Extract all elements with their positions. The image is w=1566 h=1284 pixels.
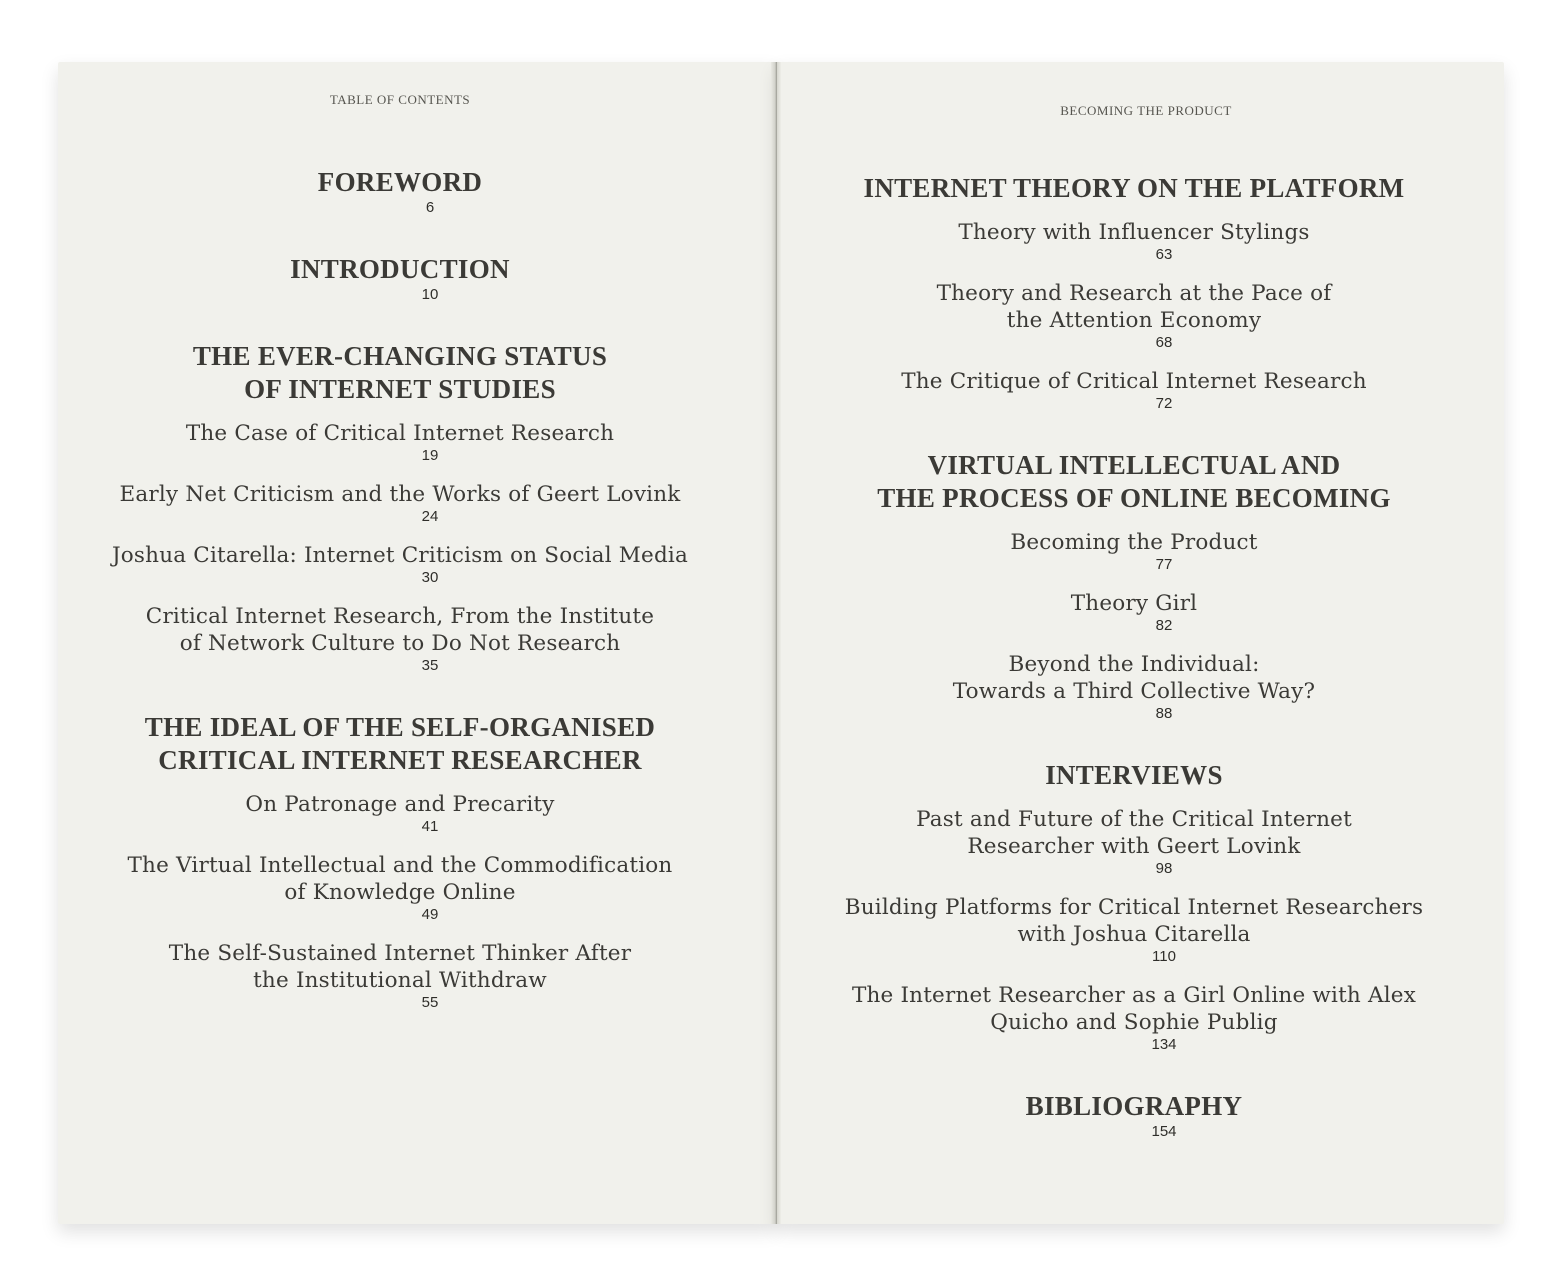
chapter-list	[811, 529, 1457, 723]
part-page-number: 154	[1151, 1123, 1177, 1140]
part-page-number: 6	[425, 199, 435, 216]
chapter-title: Theory Girl	[1070, 591, 1198, 616]
toc-chapter	[811, 894, 1457, 966]
toc-chapter	[811, 280, 1457, 352]
part-title: INTERNET THEORY ON THE PLATFORM	[863, 173, 1405, 203]
toc-chapter	[811, 219, 1457, 264]
toc-part	[811, 449, 1457, 723]
chapter-page-number: 72	[1155, 395, 1173, 412]
toc-chapter	[78, 940, 722, 1012]
part-title: VIRTUAL INTELLECTUAL AND THE PROCESS OF ONLINE BECOMING	[877, 450, 1391, 513]
chapter-title: Early Net Criticism and the Works of Geert Lovink	[119, 482, 681, 507]
chapter-title: Building Platforms for Critical Internet Researchers with Joshua Citarella	[844, 895, 1424, 947]
chapter-list	[811, 806, 1457, 1054]
chapter-page-number: 82	[1155, 617, 1173, 634]
chapter-title: On Patronage and Precarity	[245, 792, 555, 817]
running-head: TABLE OF CONTENTS	[329, 92, 471, 107]
chapter-title: Theory and Research at the Pace of the Attention Economy	[936, 281, 1332, 333]
chapter-list	[78, 420, 722, 675]
toc-part	[811, 1090, 1457, 1141]
toc-part	[811, 759, 1457, 1054]
chapter-title: Critical Internet Research, From the Institute of Network Culture to Do Not Research	[145, 604, 655, 656]
toc-chapter	[811, 651, 1457, 723]
toc-chapter	[78, 791, 722, 836]
chapter-page-number: 68	[1155, 334, 1173, 351]
chapter-title: The Critique of Critical Internet Research	[901, 369, 1367, 394]
table-of-contents-right	[811, 172, 1457, 1177]
chapter-title: Theory with Influencer Stylings	[958, 220, 1310, 245]
chapter-title: Becoming the Product	[1010, 530, 1258, 555]
chapter-list	[78, 791, 722, 1012]
toc-chapter	[811, 590, 1457, 635]
toc-chapter	[78, 420, 722, 465]
chapter-page-number: 88	[1155, 705, 1173, 722]
toc-chapter	[811, 529, 1457, 574]
chapter-page-number: 134	[1151, 1036, 1177, 1053]
toc-chapter	[811, 368, 1457, 413]
toc-chapter	[78, 603, 722, 675]
book-spread	[58, 62, 1504, 1224]
toc-chapter	[811, 806, 1457, 878]
chapter-title: The Self-Sustained Internet Thinker After the Institutional Withdraw	[168, 941, 632, 993]
chapter-page-number: 35	[421, 657, 439, 674]
chapter-title: The Internet Researcher as a Girl Online with Alex Quicho and Sophie Publig	[851, 983, 1417, 1035]
chapter-page-number: 55	[421, 994, 439, 1011]
part-title: INTERVIEWS	[1045, 760, 1223, 790]
part-title: THE IDEAL OF THE SELF-ORGANISED CRITICAL INTERNET RESEARCHER	[144, 712, 656, 775]
chapter-page-number: 49	[421, 906, 439, 923]
part-title: BIBLIOGRAPHY	[1025, 1091, 1243, 1121]
chapter-page-number: 110	[1152, 948, 1176, 965]
table-of-contents-left	[78, 166, 722, 1048]
toc-part	[78, 711, 722, 1012]
toc-part	[811, 172, 1457, 413]
chapter-title: Beyond the Individual: Towards a Third Collective Way?	[952, 652, 1316, 704]
toc-part	[78, 253, 722, 304]
toc-part	[78, 166, 722, 217]
chapter-page-number: 63	[1155, 246, 1173, 263]
right-page	[776, 62, 1504, 1224]
part-title: THE EVER-CHANGING STATUS OF INTERNET STUDIES	[192, 341, 608, 404]
chapter-title: The Virtual Intellectual and the Commodification of Knowledge Online	[127, 853, 673, 905]
chapter-list	[811, 219, 1457, 413]
chapter-page-number: 98	[1155, 860, 1173, 877]
chapter-title: Joshua Citarella: Internet Criticism on Social Media	[111, 543, 689, 568]
running-head: BECOMING THE PRODUCT	[1060, 103, 1232, 118]
toc-chapter	[78, 852, 722, 924]
book-gutter	[771, 62, 781, 1224]
toc-part	[78, 340, 722, 675]
toc-chapter	[78, 542, 722, 587]
toc-chapter	[811, 982, 1457, 1054]
chapter-page-number: 24	[421, 508, 439, 525]
chapter-title: Past and Future of the Critical Internet Researcher with Geert Lovink	[916, 807, 1352, 859]
chapter-page-number: 19	[421, 447, 439, 464]
part-title: FOREWORD	[317, 167, 483, 197]
part-page-number: 10	[421, 286, 439, 303]
chapter-title: The Case of Critical Internet Research	[185, 421, 615, 446]
chapter-page-number: 30	[421, 569, 439, 586]
part-title: INTRODUCTION	[290, 254, 510, 284]
left-page	[58, 62, 776, 1224]
toc-chapter	[78, 481, 722, 526]
chapter-page-number: 41	[421, 818, 439, 835]
chapter-page-number: 77	[1155, 556, 1173, 573]
